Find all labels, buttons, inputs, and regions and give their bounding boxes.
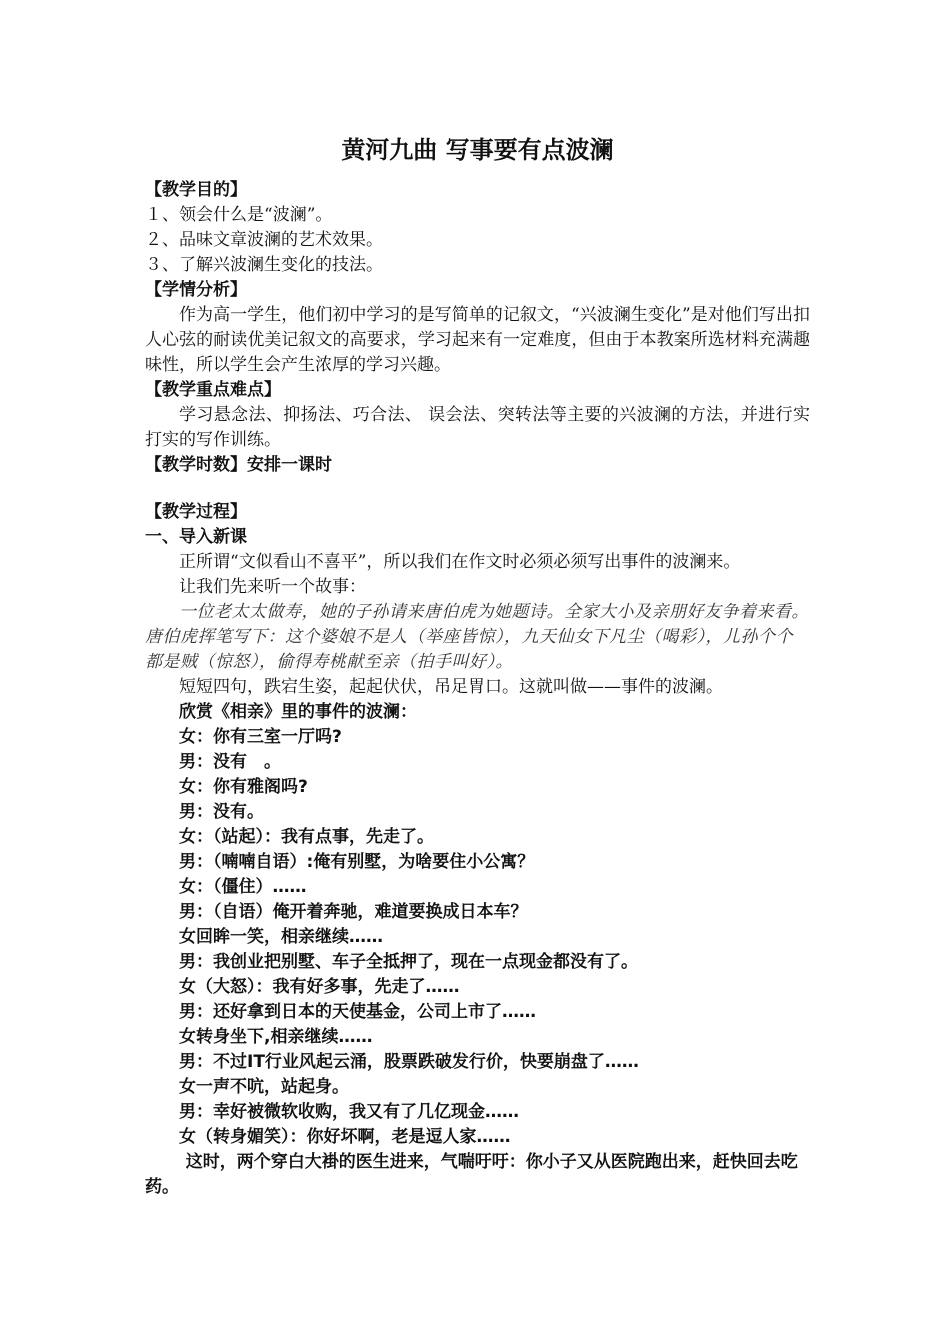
dialog-line: 女（大怒）：我有好多事，先走了…… — [179, 977, 460, 997]
dialog-line: 女一声不吭，站起身。 — [179, 1077, 349, 1097]
dialog-line: 女：（站起）：我有点事，先走了。 — [179, 827, 434, 847]
dialog-line: 女：你有雅阁吗? — [179, 777, 308, 797]
dialog-line: 女转身坐下,相亲继续…… — [179, 1027, 373, 1047]
ending-paragraph: 这时，两个穿白大褂的医生进来，气喘吁吁：你小子又从医院跑出来，赶快回去吃药。 — [145, 1152, 798, 1197]
intro-paragraph: 正所谓“文似看山不喜平”，所以我们在作文时必须必须写出事件的波澜来。 — [179, 552, 741, 572]
dialog-line: 男：幸好被微软收购，我又有了几亿现金…… — [179, 1102, 519, 1122]
objectives-heading: 【教学目的】 — [145, 180, 247, 200]
objective-item: ２、品味文章波澜的艺术效果。 — [145, 230, 383, 250]
dialog-line: 男：（自语）俺开着奔驰，难道要换成日本车？ — [179, 902, 528, 922]
objective-item: １、领会什么是“波澜”。 — [145, 205, 333, 225]
dialog-line: 男：还好拿到日本的天使基金，公司上市了…… — [179, 1002, 536, 1022]
hours-heading: 【教学时数】安排一课时 — [145, 455, 332, 475]
dialog-line: 男：（喃喃自语）:俺有别墅，为啥要住小公寓？ — [179, 852, 535, 872]
dialog-line: 女：（僵住）…… — [179, 877, 307, 897]
key-points-paragraph: 学习悬念法、抑扬法、巧合法、 误会法、突转法等主要的兴波澜的方法，并进行实打实的写作训练。 — [145, 405, 810, 450]
dialog-line: 男：没有。 — [179, 802, 264, 822]
dialog-line: 女回眸一笑，相亲继续…… — [179, 927, 383, 947]
process-heading: 【教学过程】 — [145, 502, 247, 522]
dialog-line: 女：你有三室一厅吗? — [179, 727, 342, 747]
dialog-line: 男：我创业把别墅、车子全抵押了，现在一点现金都没有了。 — [179, 952, 638, 972]
dialog-lead: 欣赏《相亲》里的事件的波澜： — [179, 702, 417, 722]
dialog-line: 男：不过IT行业风起云涌，股票跌破发行价，快要崩盘了…… — [179, 1052, 639, 1072]
analysis-heading: 【学情分析】 — [145, 280, 247, 300]
dialog-line: 男：没有 。 — [179, 752, 281, 772]
story-paragraph: 一位老太太做寿，她的子孙请来唐伯虎为她题诗。全家大小及亲朋好友争着来看。唐伯虎挥笔写下：这个婆娘不是人（举座皆惊），九天仙女下凡尘（喝彩），儿孙个个都是贼（惊怒），偷得寿桃献至亲（拍手叫好）。 — [145, 602, 809, 672]
story-lead: 让我们先来听一个故事： — [179, 577, 366, 597]
objective-item: ３、了解兴波澜生变化的技法。 — [145, 255, 383, 275]
document-page — [145, 128, 810, 1200]
document-title: 黄河九曲 写事要有点波澜 — [341, 136, 614, 164]
key-points-heading: 【教学重点难点】 — [145, 380, 281, 400]
summary-line: 短短四句，跌宕生姿，起起伏伏，吊足胃口。这就叫做——事件的波澜。 — [179, 677, 723, 697]
spacer — [145, 478, 810, 500]
section-heading: 一、导入新课 — [145, 527, 247, 547]
dialog-line: 女（转身媚笑）：你好坏啊，老是逗人家…… — [179, 1127, 511, 1147]
analysis-paragraph: 作为高一学生，他们初中学习的是写简单的记叙文，“兴波澜生变化”是对他们写出扣人心弦的耐读优美记叙文的高要求，学习起来有一定难度，但由于本教案所选材料充满趣味性，所以学生会产生浓厚的学习兴趣。 — [145, 305, 810, 375]
